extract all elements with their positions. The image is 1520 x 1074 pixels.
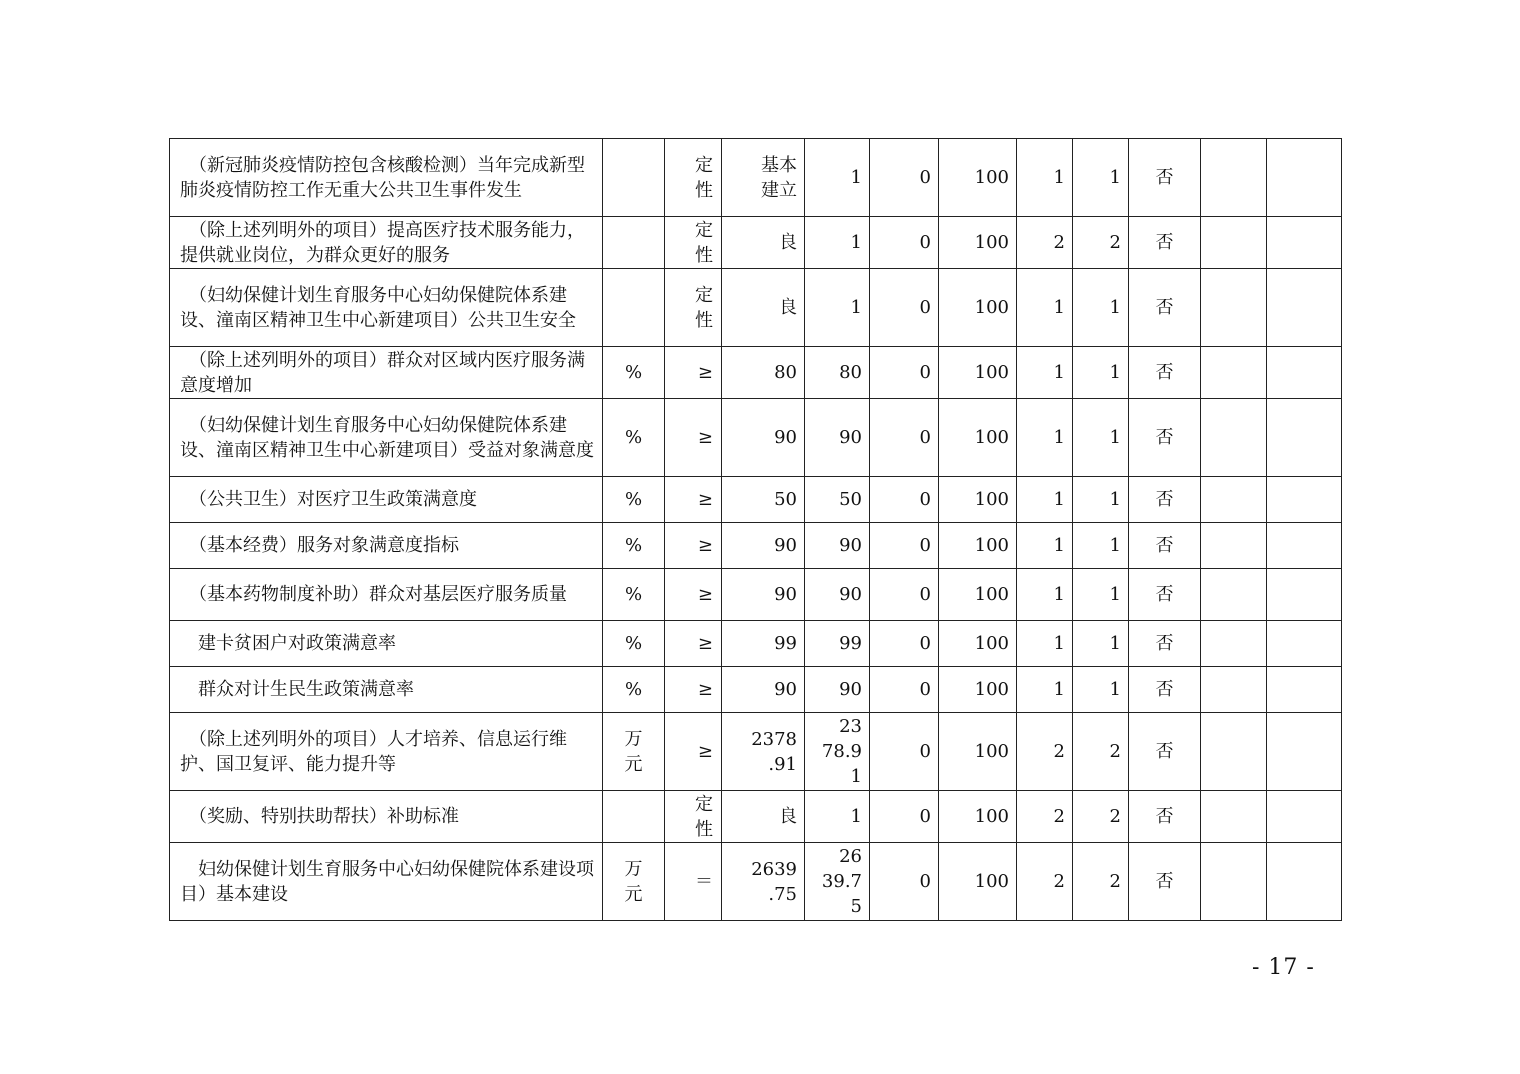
value-zero: 0 <box>870 477 939 523</box>
target-value: 2639 .75 <box>722 843 805 921</box>
empty-cell <box>1267 791 1342 843</box>
operator-cell: 定 性 <box>665 269 722 347</box>
empty-cell <box>1267 399 1342 477</box>
deviation-flag: 否 <box>1129 569 1201 621</box>
value-hundred: 100 <box>939 843 1017 921</box>
score-achieved-cell: 2 <box>1073 713 1129 791</box>
value-zero: 0 <box>870 843 939 921</box>
empty-cell <box>1201 621 1267 667</box>
unit-cell <box>603 217 665 269</box>
deviation-flag: 否 <box>1129 217 1201 269</box>
operator-cell: ＝ <box>665 843 722 921</box>
empty-cell <box>1267 713 1342 791</box>
value-hundred: 100 <box>939 667 1017 713</box>
empty-cell <box>1201 399 1267 477</box>
operator-cell: ≥ <box>665 347 722 399</box>
value-zero: 0 <box>870 139 939 217</box>
operator-cell: 定 性 <box>665 139 722 217</box>
score-achieved-cell: 2 <box>1073 791 1129 843</box>
table-row <box>170 217 1342 269</box>
empty-cell <box>1201 139 1267 217</box>
score-cell: 2 <box>1017 791 1073 843</box>
score-achieved-cell: 1 <box>1073 347 1129 399</box>
indicator-name: （基本药物制度补助）群众对基层医疗服务质量 <box>170 569 603 621</box>
deviation-flag: 否 <box>1129 399 1201 477</box>
score-achieved-cell: 1 <box>1073 139 1129 217</box>
actual-value: 99 <box>805 621 870 667</box>
empty-cell <box>1267 667 1342 713</box>
actual-value: 26 39.7 5 <box>805 843 870 921</box>
deviation-flag: 否 <box>1129 667 1201 713</box>
value-zero: 0 <box>870 269 939 347</box>
operator-cell: ≥ <box>665 399 722 477</box>
indicator-name: （公共卫生）对医疗卫生政策满意度 <box>170 477 603 523</box>
score-cell: 1 <box>1017 139 1073 217</box>
unit-cell: % <box>603 621 665 667</box>
table-row <box>170 523 1342 569</box>
indicator-name: 妇幼保健计划生育服务中心妇幼保健院体系建设项目）基本建设 <box>170 843 603 921</box>
score-achieved-cell: 2 <box>1073 217 1129 269</box>
indicator-name: （妇幼保健计划生育服务中心妇幼保健院体系建设、潼南区精神卫生中心新建项目）受益对象满意度 <box>170 399 603 477</box>
table-row <box>170 477 1342 523</box>
indicator-name: 建卡贫困户对政策满意率 <box>170 621 603 667</box>
target-value: 良 <box>722 269 805 347</box>
empty-cell <box>1201 791 1267 843</box>
deviation-flag: 否 <box>1129 477 1201 523</box>
value-zero: 0 <box>870 713 939 791</box>
empty-cell <box>1267 269 1342 347</box>
actual-value: 1 <box>805 217 870 269</box>
score-achieved-cell: 1 <box>1073 399 1129 477</box>
value-zero: 0 <box>870 217 939 269</box>
table-body <box>170 139 1342 921</box>
empty-cell <box>1267 569 1342 621</box>
operator-cell: 定 性 <box>665 217 722 269</box>
empty-cell <box>1267 523 1342 569</box>
operator-cell: ≥ <box>665 523 722 569</box>
unit-cell: % <box>603 523 665 569</box>
deviation-flag: 否 <box>1129 523 1201 569</box>
target-value: 99 <box>722 621 805 667</box>
table-row <box>170 791 1342 843</box>
score-achieved-cell: 1 <box>1073 523 1129 569</box>
empty-cell <box>1201 569 1267 621</box>
score-cell: 2 <box>1017 843 1073 921</box>
empty-cell <box>1201 523 1267 569</box>
value-zero: 0 <box>870 347 939 399</box>
score-achieved-cell: 1 <box>1073 477 1129 523</box>
score-cell: 1 <box>1017 399 1073 477</box>
table-row <box>170 399 1342 477</box>
indicator-name: （除上述列明外的项目）提高医疗技术服务能力，提供就业岗位，为群众更好的服务 <box>170 217 603 269</box>
empty-cell <box>1267 477 1342 523</box>
value-hundred: 100 <box>939 269 1017 347</box>
score-cell: 2 <box>1017 713 1073 791</box>
empty-cell <box>1201 347 1267 399</box>
score-cell: 1 <box>1017 269 1073 347</box>
table-row <box>170 569 1342 621</box>
empty-cell <box>1201 843 1267 921</box>
empty-cell <box>1201 477 1267 523</box>
target-value: 50 <box>722 477 805 523</box>
score-achieved-cell: 1 <box>1073 667 1129 713</box>
score-cell: 1 <box>1017 477 1073 523</box>
deviation-flag: 否 <box>1129 621 1201 667</box>
table-row <box>170 347 1342 399</box>
unit-cell <box>603 269 665 347</box>
indicator-name: （除上述列明外的项目）人才培养、信息运行维护、国卫复评、能力提升等 <box>170 713 603 791</box>
empty-cell <box>1267 217 1342 269</box>
actual-value: 50 <box>805 477 870 523</box>
empty-cell <box>1267 139 1342 217</box>
value-zero: 0 <box>870 523 939 569</box>
actual-value: 90 <box>805 667 870 713</box>
deviation-flag: 否 <box>1129 139 1201 217</box>
unit-cell: 万 元 <box>603 843 665 921</box>
target-value: 90 <box>722 399 805 477</box>
value-zero: 0 <box>870 791 939 843</box>
empty-cell <box>1201 217 1267 269</box>
unit-cell: % <box>603 477 665 523</box>
operator-cell: ≥ <box>665 569 722 621</box>
score-achieved-cell: 1 <box>1073 569 1129 621</box>
deviation-flag: 否 <box>1129 713 1201 791</box>
unit-cell: 万 元 <box>603 713 665 791</box>
deviation-flag: 否 <box>1129 347 1201 399</box>
value-hundred: 100 <box>939 569 1017 621</box>
actual-value: 1 <box>805 139 870 217</box>
deviation-flag: 否 <box>1129 843 1201 921</box>
value-hundred: 100 <box>939 621 1017 667</box>
unit-cell: % <box>603 399 665 477</box>
value-hundred: 100 <box>939 791 1017 843</box>
score-cell: 1 <box>1017 667 1073 713</box>
indicator-name: （基本经费）服务对象满意度指标 <box>170 523 603 569</box>
page-number: - 17 - <box>1252 955 1315 980</box>
unit-cell: % <box>603 347 665 399</box>
performance-indicator-table <box>169 138 1342 921</box>
operator-cell: 定 性 <box>665 791 722 843</box>
indicator-name: （新冠肺炎疫情防控包含核酸检测）当年完成新型肺炎疫情防控工作无重大公共卫生事件发生 <box>170 139 603 217</box>
score-achieved-cell: 1 <box>1073 269 1129 347</box>
empty-cell <box>1267 621 1342 667</box>
score-cell: 1 <box>1017 569 1073 621</box>
empty-cell <box>1201 667 1267 713</box>
actual-value: 1 <box>805 269 870 347</box>
indicator-name: （妇幼保健计划生育服务中心妇幼保健院体系建设、潼南区精神卫生中心新建项目）公共卫生安全 <box>170 269 603 347</box>
value-hundred: 100 <box>939 399 1017 477</box>
actual-value: 90 <box>805 569 870 621</box>
operator-cell: ≥ <box>665 477 722 523</box>
value-zero: 0 <box>870 569 939 621</box>
unit-cell <box>603 791 665 843</box>
empty-cell <box>1267 347 1342 399</box>
actual-value: 1 <box>805 791 870 843</box>
indicator-name: （除上述列明外的项目）群众对区域内医疗服务满意度增加 <box>170 347 603 399</box>
table-row <box>170 269 1342 347</box>
value-hundred: 100 <box>939 713 1017 791</box>
target-value: 基本 建立 <box>722 139 805 217</box>
score-cell: 1 <box>1017 347 1073 399</box>
target-value: 90 <box>722 569 805 621</box>
operator-cell: ≥ <box>665 713 722 791</box>
table-row <box>170 843 1342 921</box>
target-value: 2378 .91 <box>722 713 805 791</box>
empty-cell <box>1267 843 1342 921</box>
unit-cell: % <box>603 569 665 621</box>
empty-cell <box>1201 269 1267 347</box>
value-hundred: 100 <box>939 523 1017 569</box>
value-zero: 0 <box>870 621 939 667</box>
score-cell: 1 <box>1017 523 1073 569</box>
indicator-name: （奖励、特别扶助帮扶）补助标准 <box>170 791 603 843</box>
actual-value: 23 78.9 1 <box>805 713 870 791</box>
value-hundred: 100 <box>939 217 1017 269</box>
table-row <box>170 621 1342 667</box>
actual-value: 90 <box>805 523 870 569</box>
unit-cell: % <box>603 667 665 713</box>
value-zero: 0 <box>870 667 939 713</box>
table-row <box>170 139 1342 217</box>
table-row <box>170 713 1342 791</box>
score-cell: 2 <box>1017 217 1073 269</box>
deviation-flag: 否 <box>1129 791 1201 843</box>
deviation-flag: 否 <box>1129 269 1201 347</box>
unit-cell <box>603 139 665 217</box>
actual-value: 90 <box>805 399 870 477</box>
score-achieved-cell: 1 <box>1073 621 1129 667</box>
actual-value: 80 <box>805 347 870 399</box>
empty-cell <box>1201 713 1267 791</box>
target-value: 90 <box>722 523 805 569</box>
table-row <box>170 667 1342 713</box>
operator-cell: ≥ <box>665 621 722 667</box>
score-cell: 1 <box>1017 621 1073 667</box>
score-achieved-cell: 2 <box>1073 843 1129 921</box>
value-hundred: 100 <box>939 139 1017 217</box>
indicator-name: 群众对计生民生政策满意率 <box>170 667 603 713</box>
target-value: 良 <box>722 217 805 269</box>
operator-cell: ≥ <box>665 667 722 713</box>
target-value: 90 <box>722 667 805 713</box>
value-hundred: 100 <box>939 477 1017 523</box>
target-value: 良 <box>722 791 805 843</box>
target-value: 80 <box>722 347 805 399</box>
value-zero: 0 <box>870 399 939 477</box>
value-hundred: 100 <box>939 347 1017 399</box>
